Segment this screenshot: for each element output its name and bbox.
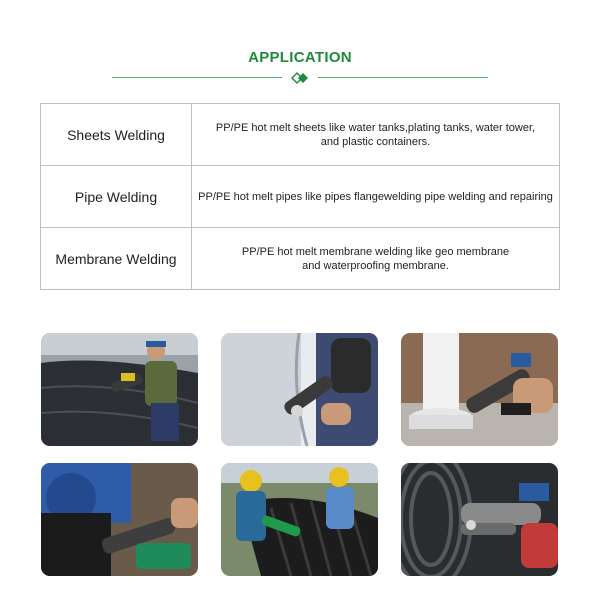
application-name: Pipe Welding: [41, 166, 192, 228]
photo-tank-seam-welding: [221, 333, 378, 446]
photo-membrane-field-welding: [41, 333, 198, 446]
application-title: APPLICATION: [248, 49, 352, 66]
application-description: [192, 166, 560, 228]
description-line: and plastic containers.: [320, 135, 431, 148]
application-description: [192, 104, 560, 166]
description-line: PP/PE hot melt sheets like water tanks,plating tanks, water tower,: [215, 121, 536, 134]
divider-line-left: [112, 77, 282, 78]
photo-large-pipe-welding: [401, 463, 558, 576]
table-row: [41, 228, 560, 290]
table-row: [41, 104, 560, 166]
double-diamond-icon: [290, 71, 310, 85]
application-description: [192, 228, 560, 290]
divider-line-right: [318, 77, 488, 78]
description-line: and waterproofing membrane.: [302, 259, 449, 272]
description-line: PP/PE hot melt pipes like pipes flangewelding pipe welding and repairing: [198, 190, 553, 203]
photo-pipe-flange-welding: [401, 333, 558, 446]
application-table: [40, 103, 560, 290]
application-name: Sheets Welding: [41, 104, 192, 166]
application-name: Membrane Welding: [41, 228, 192, 290]
table-row: [41, 166, 560, 228]
description-line: PP/PE hot melt membrane welding like geo membrane: [241, 245, 510, 258]
photo-corrugated-pipe-welding: [221, 463, 378, 576]
photo-pipe-repair-welding: [41, 463, 198, 576]
